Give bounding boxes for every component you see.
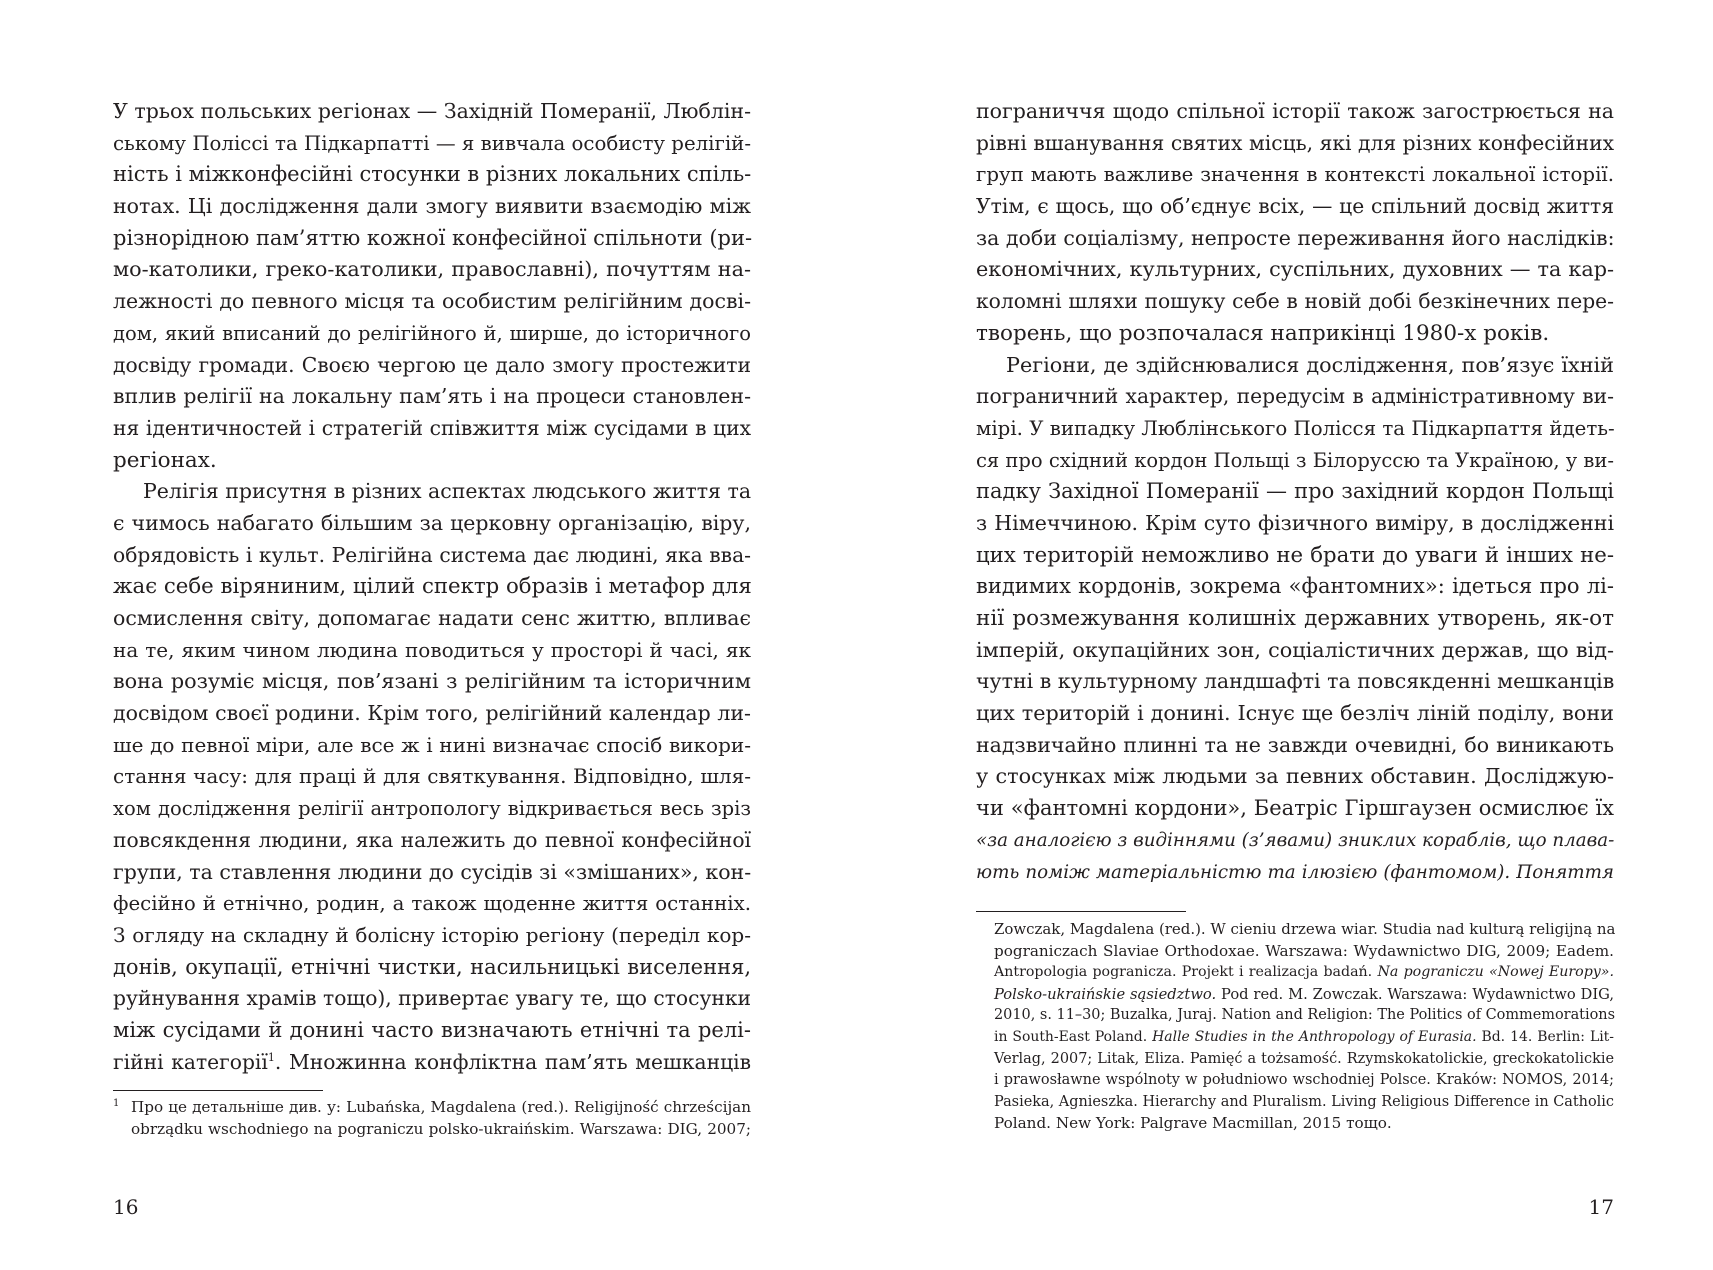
left-page-body-text bbox=[113, 96, 751, 1078]
text-line: на те, яким чином людина поводиться у просторі й часі, як bbox=[113, 637, 751, 662]
footnote-line: Zowczak, Magdalena (red.). W cieniu drzewa wiar. Studia nad kulturą religijną na bbox=[994, 920, 1616, 938]
footnote-line: Pasieka, Agnieszka. Hierarchy and Pluralism. Living Religious Difference in Catholic bbox=[994, 1093, 1614, 1110]
text-line: ся про східний кордон Польщі з Білоруссю та Україною, у ви- bbox=[976, 448, 1614, 472]
text-line: Регіони, де здійснювалися дослідження, пов’язує їхній bbox=[1006, 352, 1614, 377]
footnote-line bbox=[994, 962, 1614, 984]
text-segment: Множинна конфліктна пам’ять мешканців bbox=[288, 1049, 751, 1074]
footnote-continuation bbox=[994, 919, 1614, 1135]
text-line: хом дослідження релігії антропологу відкривається весь зріз bbox=[113, 797, 751, 821]
footnote-line: Poland. New York: Palgrave Macmillan, 2015 тощо. bbox=[994, 1114, 1392, 1133]
text-line: дом, який вписаний до релігійного й, ширше, до історичного bbox=[113, 321, 751, 345]
text-line: Утім, є щось, що об’єднує всіх, — це спільний досвід життя bbox=[976, 194, 1614, 219]
text-line: мо-католики, греко-католики, православні), почуттям на- bbox=[113, 257, 751, 282]
text-line: імперій, окупаційних зон, соціалістичних держав, що від- bbox=[976, 637, 1614, 662]
text-line: коломні шляхи пошуку себе в новій добі безкінечних пере- bbox=[976, 289, 1614, 314]
footnote-separator bbox=[976, 911, 1186, 912]
text-line: повсякдення людини, яка належить до певної конфесійної bbox=[113, 827, 751, 852]
text-line: регіонах. bbox=[113, 447, 217, 473]
text-line: фесійно й етнічно, родин, а також щоденне життя останніх. bbox=[113, 892, 751, 916]
italic-quote-segment: ють поміж матеріальністю та ілюзією (фантомом). bbox=[976, 861, 1511, 883]
text-line: лежності до певного місця та особистим релігійним досві- bbox=[113, 289, 751, 314]
text-line: досвідом своєї родини. Крім того, релігійний календар ли- bbox=[113, 701, 751, 726]
text-line: осмислення світу, допомагає надати сенс життю, впливає bbox=[113, 606, 751, 630]
text-line: надзвичайно плинні та не завжди очевидні, бо виникають bbox=[976, 732, 1614, 757]
text-line: у стосунках між людьми за певних обставин. Досліджую- bbox=[976, 764, 1614, 789]
text-line: руйнування храмів тощо), привертає увагу те, що стосунки bbox=[113, 986, 752, 1011]
text-line: економічних, культурних, суспільних, духовних — та кар- bbox=[976, 257, 1614, 282]
text-line: пограниччя щодо спільної історії також загострюється на bbox=[976, 99, 1614, 123]
text-segment: Поняття bbox=[1516, 861, 1614, 883]
text-line: ність і міжконфесійні стосунки в різних локальних спіль- bbox=[113, 162, 752, 187]
footnote-italic-title: Na pograniczu «Nowej Europy». bbox=[1377, 964, 1614, 981]
text-line: мірі. У випадку Люблінського Полісся та Підкарпаття йдеть- bbox=[976, 416, 1615, 440]
right-page bbox=[856, 0, 1713, 1270]
text-line: є чимось набагато більшим за церковну організацію, віру, bbox=[113, 510, 751, 535]
footnote-separator bbox=[113, 1090, 323, 1091]
left-page bbox=[0, 0, 856, 1270]
footnote-line: pograniczach Slaviae Orthodoxae. Warszawa: Wydawnictwo DIG, 2009; Eadem. bbox=[994, 941, 1614, 960]
text-line: творень, що розпочалася наприкінці 1980-х років. bbox=[976, 320, 1550, 346]
footnote-line bbox=[994, 984, 1614, 1006]
footnote-segment: Bd. 14. Berlin: Lit- bbox=[1481, 1028, 1614, 1045]
footnote-segment: in South-East Poland. bbox=[994, 1028, 1148, 1045]
footnote-line: obrządku wschodniego na pograniczu polsko-ukraińskim. Warszawa: DIG, 2007; bbox=[131, 1119, 751, 1138]
text-line: нії розмежування колишніх державних утворень, як-от bbox=[976, 606, 1614, 631]
footnote-line: i prawosławne wspólnoty w południowo wschodniej Polsce. Kraków: NOMOS, 2014; bbox=[994, 1072, 1614, 1089]
text-line: цих територій неможливо не брати до уваги й інших не- bbox=[976, 542, 1614, 568]
text-segment: гійні категорії bbox=[113, 1049, 268, 1074]
text-line: стання часу: для праці й для святкування. Відповідно, шля- bbox=[113, 764, 751, 789]
footnote-line: 2010, s. 11–30; Buzalka, Juraj. Nation and Religion: The Politics of Commemorations bbox=[994, 1007, 1615, 1024]
footnote-segment: Pod red. M. Zowczak. Warszawa: Wydawnictwo DIG, bbox=[1221, 985, 1615, 1003]
text-line: З огляду на складну й болісну історію регіону (переділ кор- bbox=[113, 922, 751, 947]
text-line: груп мають важливе значення в контексті локальної історії. bbox=[976, 163, 1614, 187]
right-page-body-text bbox=[976, 96, 1614, 888]
text-line: гійні категорії$^1$. Множинна конфліктна пам’ять мешканців bbox=[113, 1049, 751, 1074]
footnote-line bbox=[994, 1027, 1614, 1049]
footnote-italic-title: Halle Studies in the Anthropology of Eurasia. bbox=[1152, 1028, 1477, 1045]
text-line: різнорідною пам’яттю кожної конфесійної спільноти (ри- bbox=[113, 225, 753, 250]
page-number: 16 bbox=[113, 1195, 139, 1219]
italic-quote-line: «за аналогією з видіннями (з’явами) зниклих кораблів, що плава- bbox=[976, 829, 1615, 851]
text-line: видимих кордонів, зокрема «фантомних»: ідеться про лі- bbox=[976, 574, 1614, 599]
text-line bbox=[976, 857, 1614, 889]
text-line: вона розуміє місця, пов’язані з релігійним та історичним bbox=[113, 669, 751, 694]
footnote bbox=[113, 1097, 751, 1140]
footnote-reference[interactable]: 1 bbox=[267, 1050, 275, 1064]
text-line: вплив релігії на локальну пам’ять і на процеси становлен- bbox=[113, 384, 751, 409]
footnote-segment: Antropologia pogranicza. Projekt i realizacja badań. bbox=[994, 964, 1373, 981]
text-line: падку Західної Померанії — про західний кордон Польщі bbox=[976, 479, 1614, 504]
text-line: ському Поліссі та Підкарпатті — я вивчала особисту релігій- bbox=[113, 131, 751, 155]
footnote-line: Verlag, 2007; Litak, Eliza. Pamięć a tożsamość. Rzymskokatolickie, greckokatolickie bbox=[994, 1050, 1614, 1067]
text-line: чутні в культурному ландшафті та повсякденні мешканців bbox=[976, 669, 1615, 694]
text-line: між сусідами й донині часто визначають етнічні та релі- bbox=[113, 1017, 751, 1042]
text-line: досвіду громади. Своєю чергою це дало змогу простежити bbox=[113, 352, 751, 377]
text-line: за доби соціалізму, непросте переживання його наслідків: bbox=[976, 225, 1615, 250]
text-line: цих територій і донині. Існує ще безліч ліній поділу, вони bbox=[976, 701, 1614, 726]
text-line: Релігія присутня в різних аспектах людського життя та bbox=[143, 479, 752, 504]
text-line: пограничний характер, передусім в адміністративному ви- bbox=[976, 384, 1614, 409]
text-line: донів, окупації, етнічні чистки, насильницькі виселення, bbox=[113, 954, 751, 979]
page-number: 17 bbox=[1588, 1195, 1614, 1219]
text-line: нотах. Ці дослідження дали змогу виявити взаємодію між bbox=[113, 194, 751, 219]
footnote-marker: 1 bbox=[113, 1098, 120, 1109]
text-line: з Німеччиною. Крім суто фізичного виміру, в дослідженні bbox=[976, 510, 1614, 535]
text-line: чи «фантомні кордони», Беатріс Гіршгаузен осмислює їх bbox=[976, 796, 1614, 821]
footnote-line: Про це детальніше див. у: Lubańska, Magdalena (red.). Religijność chrześcijan bbox=[131, 1098, 751, 1116]
footnote-italic-title: Polsko-ukraińskie sąsiedztwo. bbox=[994, 985, 1217, 1003]
text-line: У трьох польських регіонах — Західній Померанії, Люблін- bbox=[113, 99, 751, 123]
text-line: ня ідентичностей і стратегій співжиття між сусідами в цих bbox=[113, 415, 751, 440]
text-line: ше до певної міри, але все ж і нині визначає спосіб викори- bbox=[113, 732, 751, 757]
text-line: групи, та ставлення людини до сусідів зі «змішаних», кон- bbox=[113, 859, 752, 884]
text-line: жає себе віряниним, цілий спектр образів і метафор для bbox=[113, 574, 752, 600]
text-line: обрядовість і культ. Релігійна система дає людині, яка вва- bbox=[113, 542, 751, 567]
text-line: рівні вшанування святих місць, які для різних конфесійних bbox=[976, 130, 1614, 155]
